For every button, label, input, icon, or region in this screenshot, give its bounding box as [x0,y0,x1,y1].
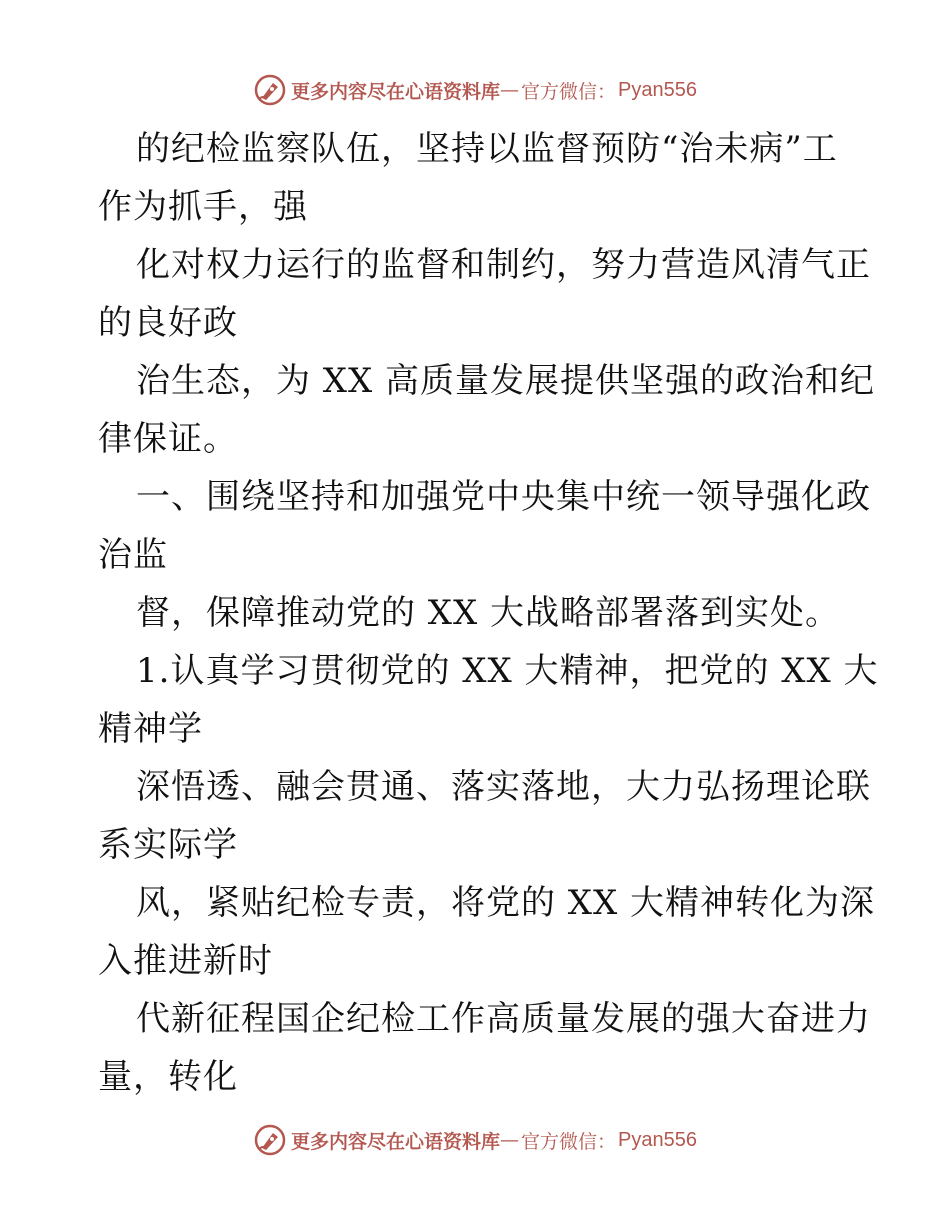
watermark-text: 更多内容尽在心语资料库 [291,1130,501,1153]
header-watermark [0,70,950,110]
watermark-label: 官方微信： [521,1130,617,1153]
text-line: 系实际学 [98,825,238,865]
footer-watermark [0,1120,950,1160]
text-line: 作为抓手，强 [98,187,308,227]
text-line: 的纪检监察队伍，坚持以监督预防“治未病”工 [136,129,838,169]
text-line: 精神学 [98,709,203,749]
document-body [98,120,879,1106]
watermark-dash: — [500,1129,520,1151]
list-item-line: 1.认真学习贯彻党的 XX 大精神，把党的 XX 大 [136,651,879,691]
text-line: 代新征程国企纪检工作高质量发展的强大奋进力 [136,999,871,1039]
section-heading-line: 治监 [98,535,168,575]
watermark-dash: — [500,79,520,101]
pen-nib-circle-icon [253,1123,287,1157]
text-line: 量，转化 [98,1057,238,1097]
text-line: 督，保障推动党的 XX 大战略部署落到实处。 [136,593,841,633]
watermark-label: 官方微信： [521,80,617,103]
watermark-text: 更多内容尽在心语资料库 [291,80,501,103]
watermark-wechat-id: Pyan556 [618,78,697,101]
text-line: 入推进新时 [98,941,273,981]
text-line: 深悟透、融会贯通、落实落地，大力弘扬理论联 [136,767,871,807]
text-line: 化对权力运行的监督和制约，努力营造风清气正 [136,245,871,285]
text-line: 治生态，为 XX 高质量发展提供坚强的政治和纪 [136,361,876,401]
text-line: 的良好政 [98,303,238,343]
text-line: 风，紧贴纪检专责，将党的 XX 大精神转化为深 [136,883,876,923]
pen-nib-circle-icon [253,73,287,107]
section-heading-line: 一、围绕坚持和加强党中央集中统一领导强化政 [136,477,871,517]
watermark-wechat-id: Pyan556 [618,1128,697,1151]
text-line: 律保证。 [98,419,238,459]
